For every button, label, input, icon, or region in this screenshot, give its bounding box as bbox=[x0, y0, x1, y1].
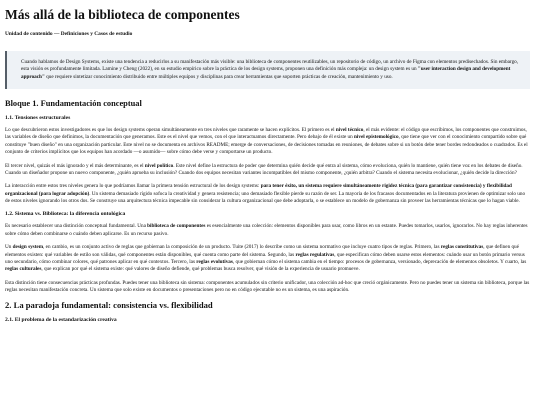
subsection-heading-2-1: 2.1. El problema de la estandarización creativa bbox=[5, 316, 117, 323]
page-title: Más allá de la biblioteca de componentes bbox=[5, 7, 240, 22]
page-subtitle: Unidad de contenido — Definiciones y Casos de estudio bbox=[5, 30, 133, 37]
paragraph-1: Lo que descubrieron estos investigadores es que los design systems operan simultáneamente en tres niveles que raramente se hacen explícitos. El primero es el nivel técnico, el más evidente: el código que escribimos, los componentes que construimos, las variables de diseño que definimos, la documentación que generamos. Este es el nivel que vemos, con el que interactuamos directamente. Pero debajo de él existe un nivel epistemológico, que tiene que ver con el conocimiento compartido sobre qué constituye "buen diseño" en una organización particular. Este nivel no se documenta en archivos README; emerge de conversaciones, de decisiones tomadas en reuniones, de debates sobre si un botón debe tener bordes redondeados o cuadrados. Es el conjunto de criterios implícitos que los equipos han acordado —o asumido— sobre cómo debe verse y comportarse un producto. bbox=[5, 127, 528, 156]
section-heading-2: 2. La paradoja fundamental: consistencia vs. flexibilidad bbox=[5, 300, 213, 311]
callout-bold-1: "user interaction design and development approach" bbox=[21, 66, 511, 80]
section-heading-1: Bloque 1. Fundamentación conceptual bbox=[5, 98, 142, 108]
paragraph-3: La interacción entre estos tres niveles genera lo que podríamos llamar la primera tensión estructural de los design systems: para tener éxito, un sistema requiere simultáneamente rigidez técnica (para garantizar consistencia) y flexibilidad organizacional (para lograr adopción). Un sistema demasiado rígido sofoca la creatividad y genera resistencia; uno demasiado flexible pierde su razón de ser. La mayoría de los fracasos documentados en la literatura provienen de optimizar solo uno de estos niveles ignorando los otros dos. Se construye una arquitectura técnica impecable sin considerar la cultura organizacional que debe adoptarla, o se establece un modelo de gobernanza sin proveer las herramientas técnicas que lo hagan viable. bbox=[5, 183, 526, 205]
callout-text-2: que requiere sintetizar conocimiento distribuido entre múltiples equipos y disciplinas para crear herramientas que soporten prácticas de creación, mantenimiento y uso. bbox=[44, 73, 393, 80]
subsection-heading-1-2: 1.2. Sistema vs. Biblioteca: la diferencia ontológica bbox=[5, 211, 126, 218]
intro-callout bbox=[5, 51, 530, 89]
paragraph-6: Esta distinción tiene consecuencias prácticas profundas. Puedes tener una biblioteca sin sistema: componentes acumulados sin criterio unificador, una colección ad-hoc que creció orgánicamente. Pero no puedes tener un sistema sin biblioteca, porque las reglas necesitan manifestación concreta. Un sistema que solo existe en documentos o presentaciones pero no en código ejecutable no es un sistema, es una aspiración. bbox=[5, 279, 530, 294]
paragraph-4: Es necesario establecer una distinción conceptual fundamental. Una biblioteca de componentes es esencialmente una colección: elementos disponibles para usar, como libros en un estante. Puedes tomarlos, usarlos, ignorarlos. No hay reglas inherentes sobre cómo deben combinarse o cuándo deben aplicarse. Es un recurso pasivo. bbox=[5, 223, 528, 237]
callout-text-1: Cuando hablamos de Design Systems, existe una tendencia a reducirlos a su manifestación más visible: una biblioteca de componentes reutilizables, un repositorio de código, un archivo de Figma con elementos predisechados. Sin embargo, esta visión es profundamente limitada. Lamine y Cheng (2022), en su estudio empírico sobre la práctica de los design systems, proponen una definición más compleja: un design system es un bbox=[21, 58, 519, 73]
paragraph-5: Un design system, en cambio, es un conjunto activo de reglas que gobiernan la composición de un producto. Tuite (2017) lo describe como un sistema normativo que incluye cuatro tipos de reglas. Primero, las reglas constitutivas, que definen qué elementos existen: qué variables de estilo son válidas, qué componentes están disponibles, qué cuenta como parte del sistema. Segundo, las reglas regulativas, que especifican cómo deben usarse estos elementos: cuándo usar un botón primario versus uno secundario, cómo combinar colores, qué patrones aplicar en qué contextos. Tercero, las reglas evolutivas, que gobiernan cómo el sistema cambia en el tiempo: procesos de gobernanza, versionado, deprecación de elementos obsoletos. Y cuarto, las reglas culturales, que explican por qué el sistema existe: qué valores de diseño defiende, qué problemas busca resolver, qué visión de la experiencia de usuario promueve. bbox=[5, 244, 527, 273]
paragraph-2: El tercer nivel, quizás el más ignorado y el más determinante, es el nivel político. Este nivel define la estructura de poder que determina quién decide qué entra al sistema, cómo evoluciona, quién lo mantiene, quién tiene voz en los debates de diseño. Cuando un diseñador propone un nuevo componente, ¿quién aprueba su inclusión? Cuando dos equipos necesitan variantes incompatibles del mismo componente, ¿quién arbitra? Cuando el sistema necesita evolucionar, ¿quién decide la dirección? bbox=[5, 162, 523, 176]
subsection-heading-1-1: 1.1. Tensiones estructurales bbox=[5, 115, 71, 122]
